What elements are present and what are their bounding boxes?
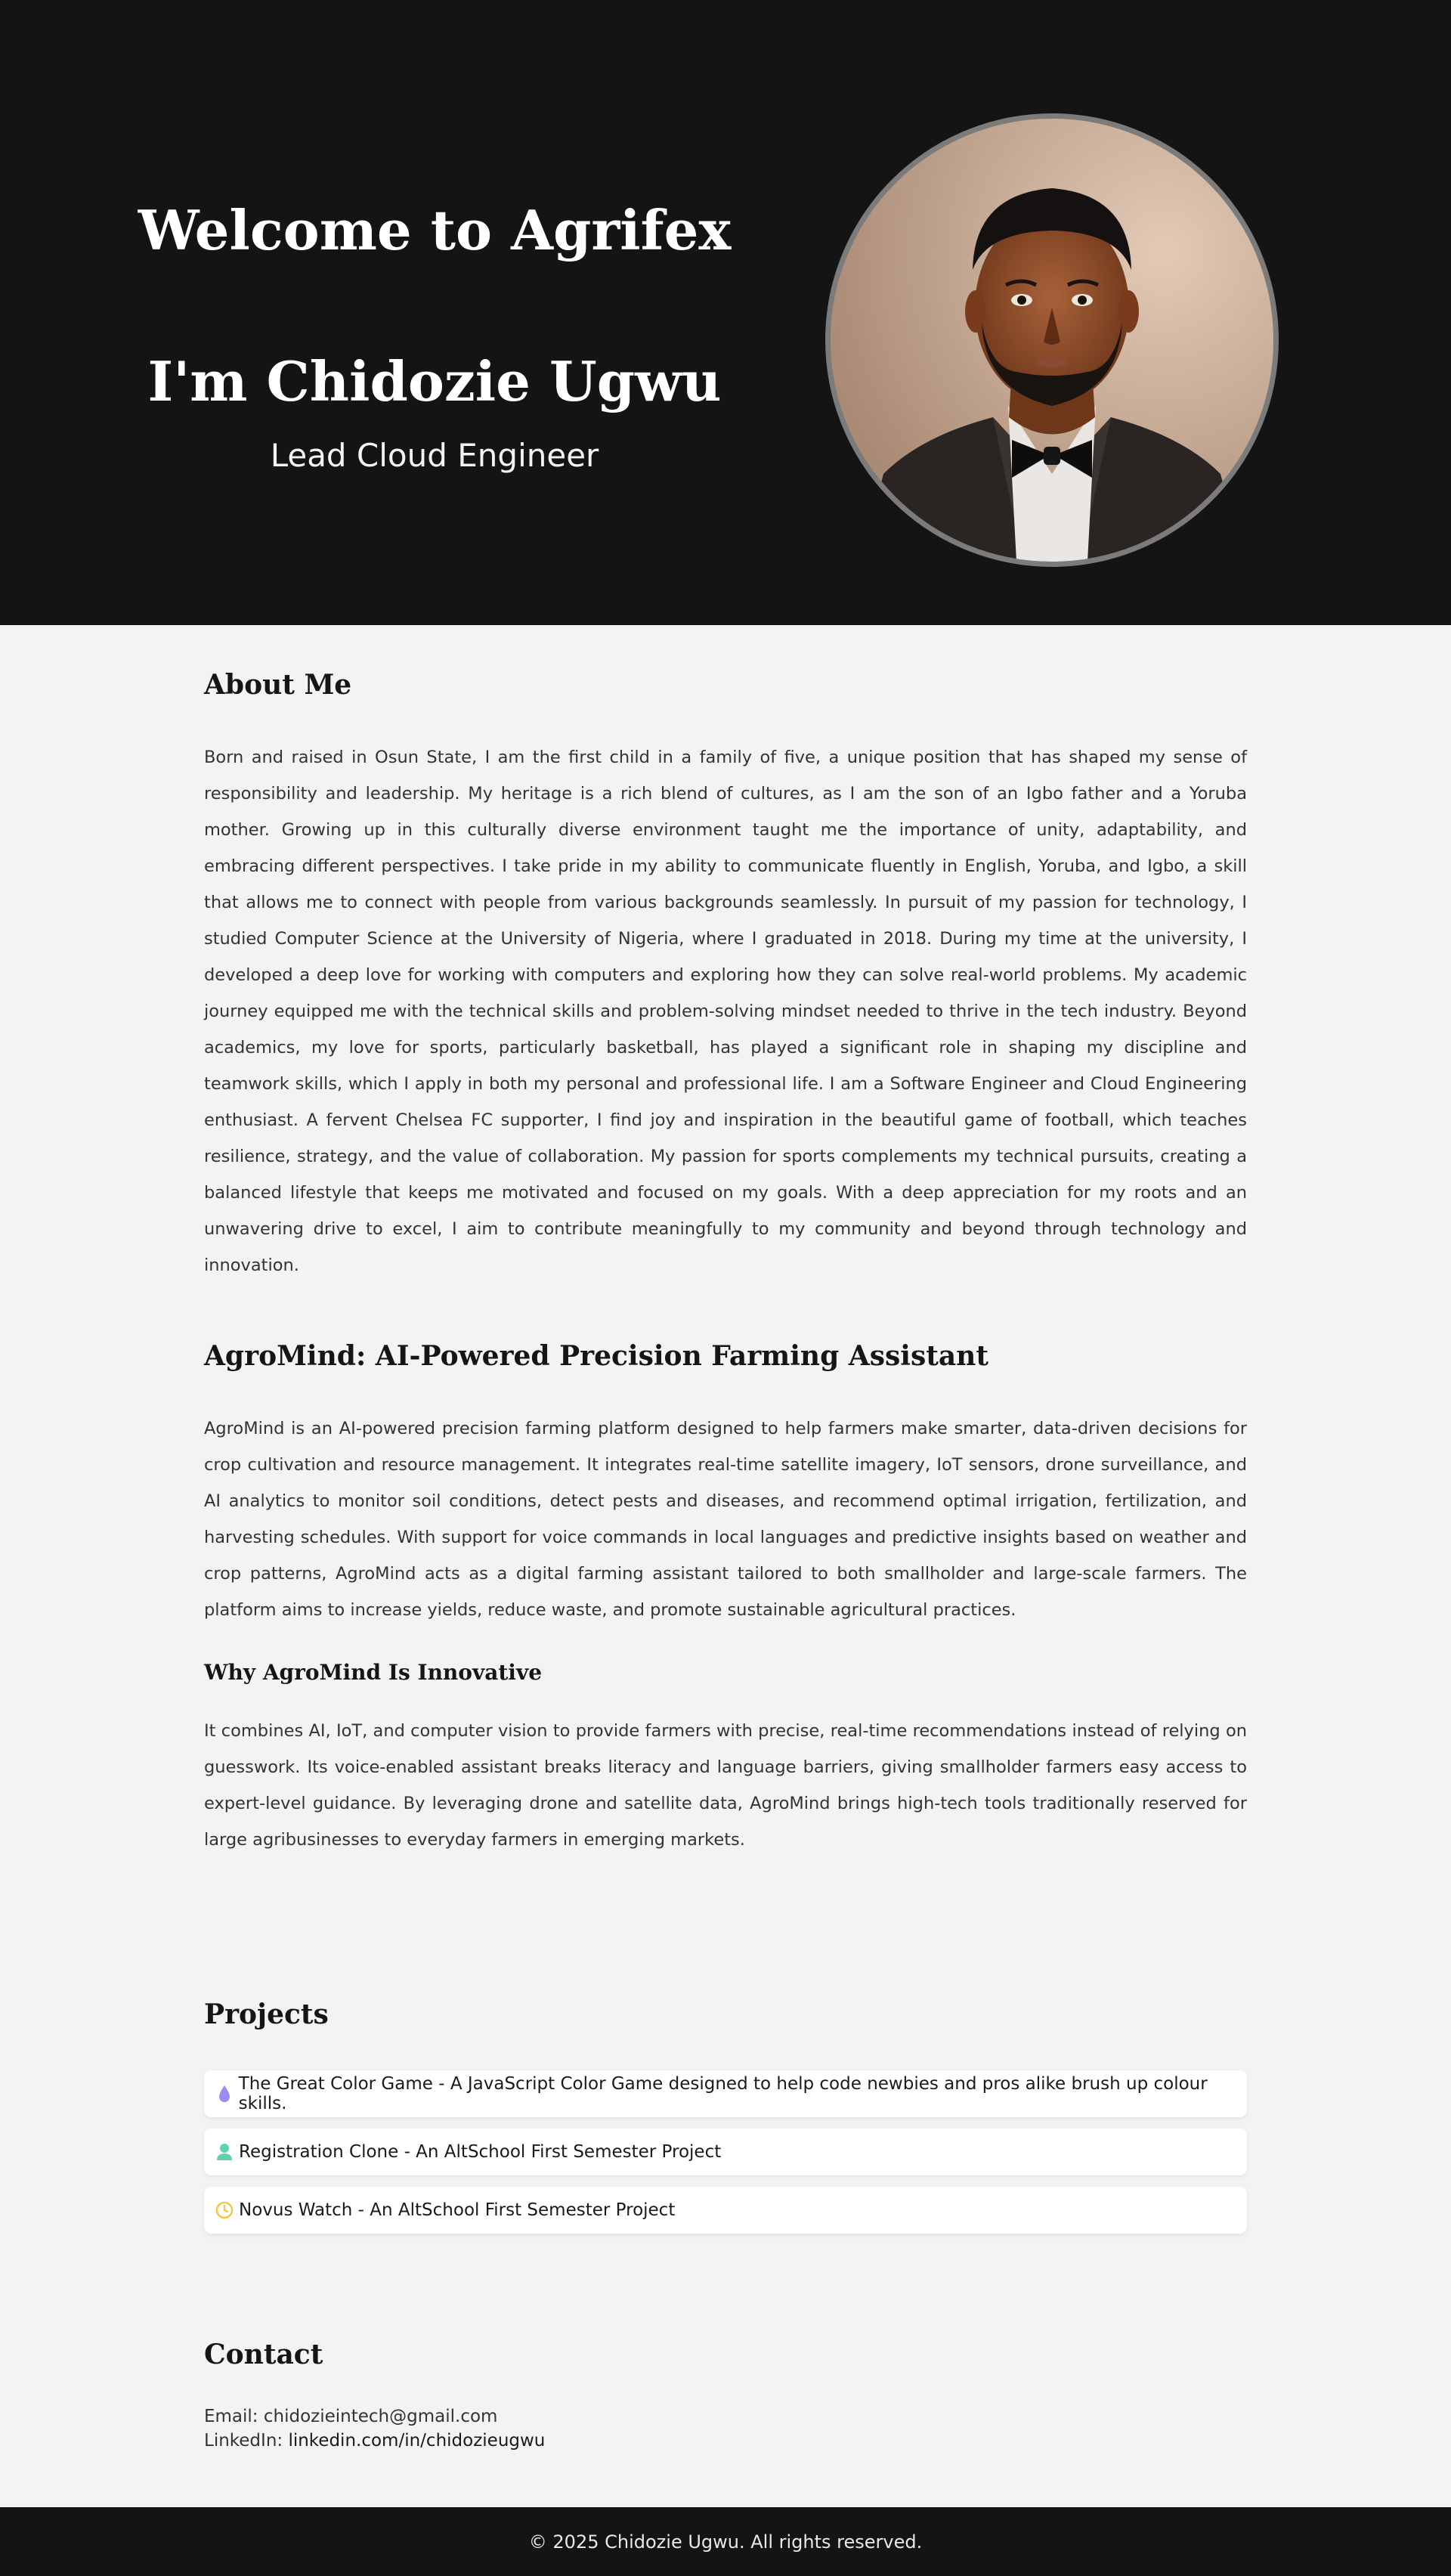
linkedin-link[interactable]: linkedin.com/in/chidozieugwu — [288, 2431, 546, 2451]
email-line — [204, 2404, 1247, 2429]
about-section — [204, 669, 1247, 1283]
email-label: Email: — [204, 2407, 258, 2427]
user-icon — [215, 2142, 234, 2162]
agromind-section — [204, 1340, 1247, 1858]
project-item-color-game[interactable] — [204, 2070, 1247, 2117]
project-label: Registration Clone - An AltSchool First Semester Project — [239, 2142, 722, 2163]
linkedin-label: LinkedIn: — [204, 2431, 283, 2451]
clock-icon — [215, 2200, 234, 2220]
role-subtitle: Lead Cloud Engineer — [270, 437, 599, 474]
project-item-novus-watch[interactable] — [204, 2187, 1247, 2234]
project-label: The Great Color Game - A JavaScript Color Game designed to help code newbies and pros alike brush up colour skills. — [238, 2074, 1208, 2114]
email-address: chidozieintech@gmail.com — [263, 2407, 498, 2427]
project-item-registration-clone[interactable] — [204, 2129, 1247, 2175]
welcome-heading: Welcome to Agrifex — [138, 198, 732, 262]
projects-section — [204, 1999, 1247, 2245]
agromind-description: AgroMind is an AI-powered precision farming platform designed to help farmers make smarter, data-driven decisions for crop cultivation and resource management. It integrates real-time satellite imagery, IoT sensors, drone surveillance, and AI analytics to monitor soil conditions, detect pests and diseases, and recommend optimal irrigation, fertilization, and harvesting schedules. With support for voice commands in local languages and predictive insights based on weather and crop patterns, AgroMind acts as a digital farming assistant tailored to both smallholder and large-scale farmers. The platform aims to increase yields, reduce waste, and promote sustainable agricultural practices. — [204, 1419, 1247, 1621]
profile-photo — [825, 113, 1279, 567]
contact-details — [204, 2404, 1247, 2453]
hero-section — [0, 0, 1451, 625]
agromind-why-text: It combines AI, IoT, and computer vision to provide farmers with precise, real-time recommendations instead of relying on guesswork. Its voice-enabled assistant breaks literacy and language barriers, giving smallholder farmers easy access to expert-level guidance. By leveraging drone and satellite data, AgroMind brings high-tech tools traditionally reserved for large agribusinesses to everyday farmers in emerging markets. — [204, 1720, 1247, 1850]
linkedin-line — [204, 2429, 1247, 2453]
agromind-why-title: Why AgroMind Is Innovative — [204, 1660, 543, 1686]
footer — [0, 2507, 1451, 2576]
about-text: Born and raised in Osun State, I am the first child in a family of five, a unique position that has shaped my sense of responsibility and leadership. My heritage is a rich blend of cultures, as I am the son of an Igbo father and a Yoruba mother. Growing up in this culturally diverse environment taught me the importance of unity, adaptability, and embracing different perspectives. I take pride in my ability to communicate fluently in English, Yoruba, and Igbo, a skill that allows me to connect with people from various backgrounds seamlessly. In pursuit of my passion for technology, I studied Computer Science at the University of Nigeria, where I graduated in 2018. During my time at the university, I developed a deep love for working with computers and exploring how they can solve real-world problems. My academic journey equipped me with the technical skills and problem-solving mindset needed to thrive in the tech industry. Beyond academics, my love for sports, particularly basketball, has played a significant role in shaping my discipline and teamwork skills, which I apply in both my personal and professional life. I am a Software Engineer and Cloud Engineering enthusiast. A fervent Chelsea FC supporter, I find joy and inspiration in the beautiful game of football, which teaches resilience, strategy, and the value of collaboration. My passion for sports complements my technical pursuits, creating a balanced lifestyle that keeps me motivated and focused on my goals. With a deep appreciation for my roots and an unwavering drive to excel, I aim to contribute meaningfully to my community and beyond through technology and innovation. — [204, 748, 1247, 1276]
contact-title: Contact — [204, 2339, 323, 2370]
contact-section — [204, 2339, 1247, 2453]
name-heading: I'm Chidozie Ugwu — [147, 349, 722, 413]
profile-photo-illustration — [831, 119, 1273, 562]
agromind-title: AgroMind: AI-Powered Precision Farming Assistant — [204, 1340, 988, 1372]
projects-title: Projects — [204, 1999, 329, 2030]
project-label: Novus Watch - An AltSchool First Semester Project — [239, 2200, 676, 2221]
droplet-icon — [215, 2084, 234, 2104]
project-list — [204, 2070, 1247, 2234]
footer-copyright: © 2025 Chidozie Ugwu. All rights reserved. — [528, 2531, 923, 2553]
hero-text — [113, 0, 756, 625]
about-title: About Me — [204, 669, 352, 701]
